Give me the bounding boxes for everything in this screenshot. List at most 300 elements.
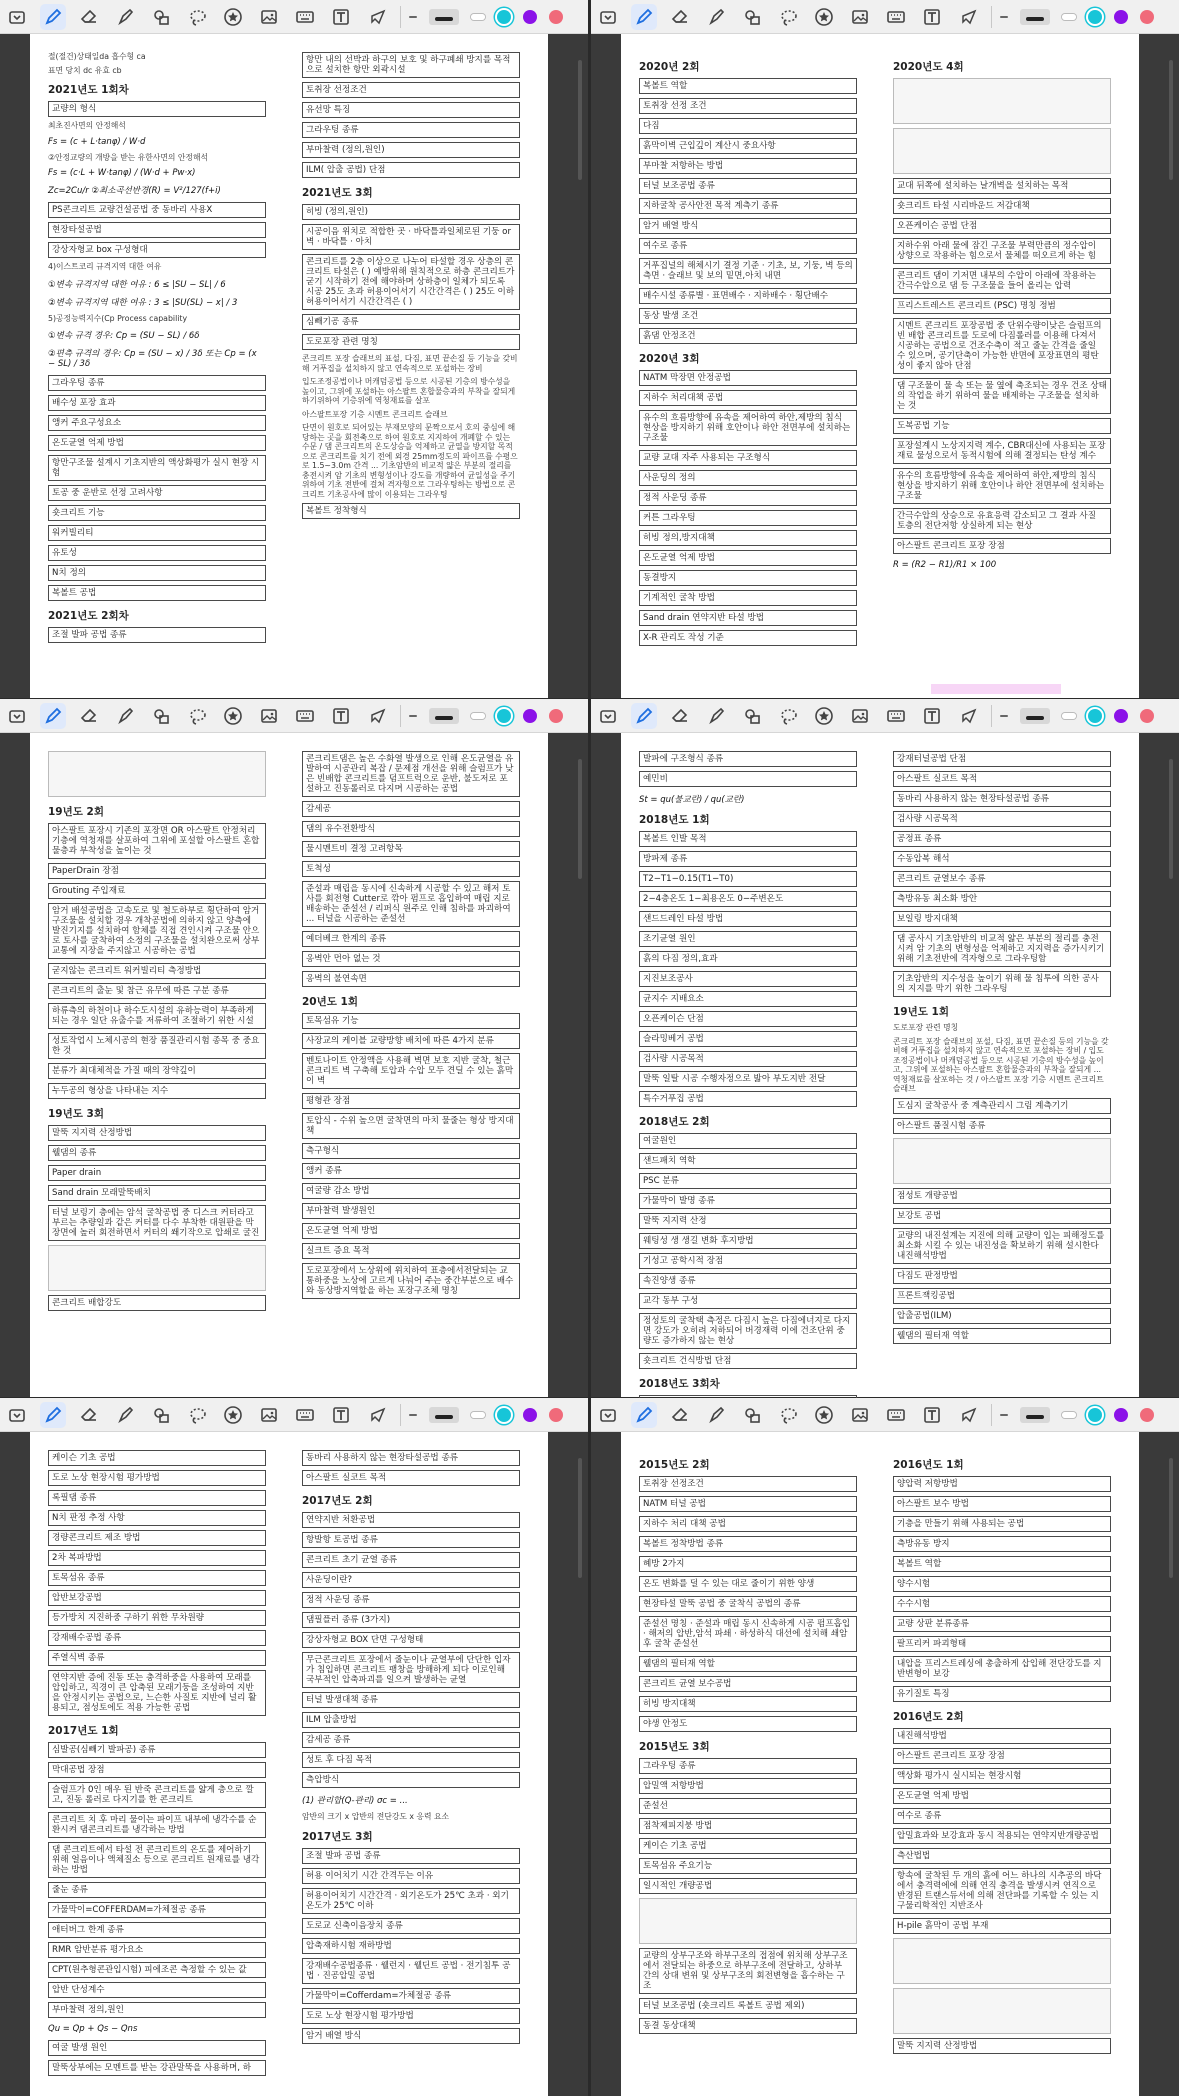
star-icon[interactable] (811, 1402, 837, 1428)
question-box: 말뚝상부에는 모멘트를 받는 강관말뚝을 사용하며, 하 (48, 2060, 266, 2076)
question-box: 배수시설 종류별 · 표면배수 · 지하배수 · 횡단배수 (639, 288, 857, 304)
star-icon[interactable] (811, 703, 837, 729)
question-box: 사운딩이란? (302, 1572, 520, 1588)
question-box: 압반 단성계수 (48, 1982, 266, 1998)
question-box: 교각 동부 구성 (639, 1293, 857, 1309)
eraser-icon[interactable] (667, 1402, 693, 1428)
question-box: 암거 배열 방식 (302, 2028, 520, 2044)
highlighter-icon[interactable] (703, 703, 729, 729)
pointer-icon[interactable] (955, 1402, 981, 1428)
question-box: 여수로 종류 (893, 1808, 1111, 1824)
thick-line-option[interactable] (1062, 1412, 1076, 1418)
toolbar-divider (400, 6, 401, 28)
question-box: 측산법법 (893, 1848, 1111, 1864)
highlighter-icon[interactable] (703, 1402, 729, 1428)
section-heading: 20년도 1회 (302, 996, 359, 1008)
question-box: 양압력 저항방법 (893, 1476, 1111, 1492)
question-box: ILM( 압출 공법) 단점 (302, 162, 520, 178)
cyan-color-swatch[interactable] (1088, 1408, 1102, 1422)
question-box: 지하수위 아래 물에 잠긴 구조물 부력만큼의 정수압이 상향으로 작용하는 힘으로서 물체를 떠오르게 하는 힘 (893, 238, 1111, 264)
question-box: 측방유동 최소화 방안 (893, 891, 1111, 907)
note-text: 표면 당치 dc 유효 cb (48, 65, 122, 75)
question-box: 정성토의 굴착택 측정은 다짐시 높은 다짐에너지로 다지면 강도가 오히려 저하되어 버경재력 이에 건조단위 중량도 증가하지 않는 현상 (639, 1313, 857, 1349)
pointer-icon[interactable] (955, 703, 981, 729)
scrollbar[interactable] (1169, 60, 1173, 180)
question-box: 준설과 매립을 동시에 신속하게 시공할 수 있고 해저 토사를 회전형 Cutter로 깎아 펌프로 흡입하여 매립 지로 배송하는 준설선 / 리퍼식 원주로 인해 침하를 파괴하여 ... 터널을 시공하는 준설선 (302, 881, 520, 927)
question-box: N치 정의 (48, 565, 266, 581)
formula-text: Zc=2Cu/r ②최소곡선반경(R) = V²/127(f+i) (48, 186, 221, 196)
figure-image (48, 1245, 266, 1291)
question-box: 다짐도 판정방법 (893, 1268, 1111, 1284)
question-box: 평형관 장점 (302, 1093, 520, 1109)
question-box: 교대 뒤쪽에 설치하는 날개벽을 설치하는 목적 (893, 178, 1111, 194)
pane-toolbar (591, 0, 1179, 34)
question-box: 터널 보링기 층에는 암석 굴착공법 중 디스크 커터라고 부르는 추량일과 같은 커터를 다수 부착한 대원판을 막장면에 높러 회전하면서 커터의 쐐기작으로 압쇄로 굴진 (48, 1205, 266, 1241)
question-box: 앵커 주요구성요소 (48, 415, 266, 431)
shapes-icon[interactable] (148, 703, 174, 729)
question-box: 히빙 (정의,원인) (302, 204, 520, 220)
eraser-icon[interactable] (76, 1402, 102, 1428)
question-box: 토공 중 운반로 선정 고려사항 (48, 485, 266, 501)
figure-image (893, 1138, 1111, 1184)
question-box: 말뚝 지지력 산정 (639, 1213, 857, 1229)
pink-color-swatch[interactable] (1140, 10, 1154, 24)
section-heading: 2020년도 4회 (893, 61, 964, 73)
section-heading: 19년도 1회 (893, 1006, 950, 1018)
question-box: 지진보조공사 (639, 971, 857, 987)
formula-text: ①변속 규격지역 대한 여유 : 6 ≤ |SU − SL| / 6 (48, 279, 226, 290)
question-box: 흙댐 안정조건 (639, 328, 857, 344)
document-page[interactable] (30, 34, 548, 698)
question-box: 연약지반 처환공법 (302, 1512, 520, 1528)
question-box: 강상자형교 BOX 단면 구성형태 (302, 1632, 520, 1648)
question-box: 토목섬유 주요기능 (639, 1858, 857, 1874)
document-page[interactable] (621, 733, 1139, 1397)
eraser-icon[interactable] (76, 703, 102, 729)
question-box: 항발항 토공법 종류 (302, 1532, 520, 1548)
question-box: 프리스트레스트 콘크리트 (PSC) 명칭 정범 (893, 298, 1111, 314)
section-heading: 2015년도 3회 (639, 1741, 710, 1753)
section-heading: 2020년 3회 (639, 353, 700, 365)
question-box: 누두공의 형상을 나타내는 지수 (48, 1083, 266, 1099)
question-box: 아스팔트 품질시험 종류 (893, 1118, 1111, 1134)
shapes-icon[interactable] (739, 1402, 765, 1428)
question-box: 토목섬유 기능 (302, 1013, 520, 1029)
document-page[interactable] (621, 1432, 1139, 2096)
lasso-icon[interactable] (184, 703, 210, 729)
section-heading: 2018년도 2회 (639, 1116, 710, 1128)
keyboard-icon[interactable] (292, 1402, 318, 1428)
purple-color-swatch[interactable] (523, 709, 537, 723)
formula-text: ①변속 규격 경우: Cp = (SU − SL) / 6δ (48, 331, 200, 341)
eraser-icon[interactable] (667, 4, 693, 30)
thick-line-option[interactable] (1062, 713, 1076, 719)
keyboard-icon[interactable] (292, 703, 318, 729)
thin-line-option[interactable] (1000, 715, 1008, 717)
question-box: 토취장 선정 조건 (639, 98, 857, 114)
keyboard-icon[interactable] (883, 4, 909, 30)
image-icon[interactable] (847, 4, 873, 30)
note-text: 콘크리트 포장 슬래브의 표설, 다짐, 표면 끝손질 등 기능을 갖비해 거푸집을 설치하지 않고 연속적으로 포설하는 장비 (302, 354, 518, 373)
question-box: 간극수압의 상승으로 유효응력 감소되고 그 결과 사질 토층의 전단저항 상실하게 되는 현상 (893, 508, 1111, 534)
question-box: 성토 후 다짐 목적 (302, 1752, 520, 1768)
pointer-icon[interactable] (364, 4, 390, 30)
highlighter-icon[interactable] (112, 703, 138, 729)
question-box: 터널 보조공법 종류 (639, 178, 857, 194)
question-box: 케이슨 기초 공법 (48, 1450, 266, 1466)
thin-line-option[interactable] (409, 16, 417, 18)
purple-color-swatch[interactable] (523, 10, 537, 24)
question-box: 부마찰력 정의,원인 (48, 2002, 266, 2018)
question-box: 주열식벽 종류 (48, 1650, 266, 1666)
thick-line-option[interactable] (471, 14, 485, 20)
image-icon[interactable] (847, 703, 873, 729)
question-box: 도로포장 관련 명칭 (302, 334, 520, 350)
lasso-icon[interactable] (184, 1402, 210, 1428)
tool-select-icon[interactable] (595, 4, 621, 30)
question-box: 슬럼프가 0인 매우 된 반죽 콘크리트를 얇게 층으로 깔고, 진동 롤러로 다지기를 한 콘크리트 (48, 1782, 266, 1808)
question-box: 댐필플러 종류 (3가지) (302, 1612, 520, 1628)
lasso-icon[interactable] (775, 4, 801, 30)
question-box: 조절 발파 공법 종류 (302, 1848, 520, 1864)
question-box: 동바리 사용하지 않는 현장타설공법 종류 (302, 1450, 520, 1466)
section-heading: 2021년도 1회차 (48, 84, 129, 96)
eraser-icon[interactable] (667, 703, 693, 729)
star-icon[interactable] (220, 1402, 246, 1428)
question-box: 숏크리트 타설 시리바운드 저감대책 (893, 198, 1111, 214)
note-text: 5)공정능력지수(Cp Process capability (48, 313, 188, 323)
question-box: 케이슨 기초 공법 (639, 1838, 857, 1854)
question-box: 강상자형교 box 구성형대 (48, 242, 266, 258)
cyan-color-swatch[interactable] (1088, 10, 1102, 24)
question-box: 콘크리트 균열 보수공법 (639, 1676, 857, 1692)
question-box: 오픈케이슨 공법 단점 (893, 218, 1111, 234)
question-box: 배수성 포장 효과 (48, 395, 266, 411)
scrollbar[interactable] (1169, 759, 1173, 879)
pen-icon[interactable] (40, 1402, 66, 1428)
thick-line-option[interactable] (471, 713, 485, 719)
question-box: 흙의 다짐 정의,효과 (639, 951, 857, 967)
question-box: 여수로 종류 (639, 238, 857, 254)
question-box: 옹벽의 불연속면 (302, 971, 520, 987)
question-box: 애터버그 한계 종류 (48, 1922, 266, 1938)
medium-line-option[interactable] (1020, 9, 1050, 25)
note-column-right (302, 1450, 520, 2048)
thin-line-option[interactable] (1000, 1414, 1008, 1416)
purple-color-swatch[interactable] (1114, 709, 1128, 723)
question-box: 강재터널공법 단점 (893, 751, 1111, 767)
note-column-left (639, 1450, 857, 2038)
image-icon[interactable] (847, 1402, 873, 1428)
tool-select-icon[interactable] (4, 4, 30, 30)
note-text: ②안정교량의 개방을 받는 유한사면의 안정해석 (48, 152, 209, 162)
text-box-icon[interactable] (919, 703, 945, 729)
question-box: 복볼트 정착형식 (302, 503, 520, 519)
question-box: 감세공 (302, 801, 520, 817)
thick-line-option[interactable] (1062, 14, 1076, 20)
question-box: 가물막이 발명 종류 (639, 1193, 857, 1209)
question-box: 그라우팅 종류 (48, 375, 266, 391)
keyboard-icon[interactable] (292, 4, 318, 30)
question-box: Sand drain 연약지반 타설 방법 (639, 610, 857, 626)
cyan-color-swatch[interactable] (497, 10, 511, 24)
formula-text: Fs = (c·L + W·tanφ) / (W·d + Pw·x) (48, 168, 196, 178)
question-box: 등가방치 지진하중 구하기 위한 무차원량 (48, 1610, 266, 1626)
shapes-icon[interactable] (148, 1402, 174, 1428)
question-box: 지하수 처리대책 공법 (639, 390, 857, 406)
question-box: 온도 변화를 덜 수 있는 대로 줄이기 위한 양생 (639, 1576, 857, 1592)
question-box: 가물막이=Cofferdam=가체절공 종류 (302, 1988, 520, 2004)
question-box: 막대공법 장점 (48, 1762, 266, 1778)
question-box: 도로 노상 현장시험 평가방법 (302, 2008, 520, 2024)
question-box: 오픈케이슨 단점 (639, 1011, 857, 1027)
pink-color-swatch[interactable] (549, 10, 563, 24)
note-column-left (48, 52, 266, 647)
question-box: 교량 상판 분류종류 (893, 1616, 1111, 1632)
thick-line-option[interactable] (471, 1412, 485, 1418)
question-box: 토압식 - 수위 높으면 굴착면의 마치 물줄는 형상 방지대책 (302, 1113, 520, 1139)
question-box: 복볼트 역할 (639, 78, 857, 94)
toolbar-divider (400, 1404, 401, 1426)
question-box: 아스팔트 실코트 목적 (302, 1470, 520, 1486)
tool-select-icon[interactable] (4, 1402, 30, 1428)
purple-color-swatch[interactable] (1114, 10, 1128, 24)
document-page[interactable] (30, 1432, 548, 2096)
section-heading: 2021년도 2회차 (48, 610, 129, 622)
scrollbar[interactable] (578, 759, 582, 879)
pen-icon[interactable] (631, 1402, 657, 1428)
note-column-left (639, 751, 857, 1415)
note-pane (591, 0, 1179, 698)
star-icon[interactable] (220, 4, 246, 30)
text-box-icon[interactable] (919, 4, 945, 30)
tool-select-icon[interactable] (595, 1402, 621, 1428)
question-box: 균지수 지배요소 (639, 991, 857, 1007)
medium-line-option[interactable] (429, 708, 459, 724)
star-icon[interactable] (220, 703, 246, 729)
pane-toolbar (591, 1398, 1179, 1432)
question-box: 압반보강공법 (48, 1590, 266, 1606)
thin-line-option[interactable] (409, 1414, 417, 1416)
question-box: 예민비 (639, 771, 857, 787)
medium-line-option[interactable] (1020, 1407, 1050, 1423)
question-box: 발파에 구조형식 종류 (639, 751, 857, 767)
pane-toolbar (0, 0, 588, 34)
question-box: 방파제 종류 (639, 851, 857, 867)
document-page[interactable] (30, 733, 548, 1397)
question-box: 히빙 정의,방지대책 (639, 530, 857, 546)
formula-text: ②변속 규격지역 대한 여유 : 3 ≤ |SU(SL) − x| / 3 (48, 297, 238, 308)
question-box: 수수시험 (893, 1596, 1111, 1612)
question-box: ILM 압출방법 (302, 1712, 520, 1728)
question-box: 강재배수공법 종류 (48, 1630, 266, 1646)
star-icon[interactable] (811, 4, 837, 30)
question-box: 압축재하시험 재하방법 (302, 1938, 520, 1954)
eraser-icon[interactable] (76, 4, 102, 30)
question-box: 여굴 발생 원인 (48, 2040, 266, 2056)
question-box: RMR 암반분류 평가요소 (48, 1942, 266, 1958)
question-box: 시공이음 위치로 적합한 곳 · 바닥틀과일체로된 기둥 or 벽 · 바닥틀 · 아치 (302, 224, 520, 250)
question-box: 온도균열 억제 방법 (48, 435, 266, 451)
note-column-left (639, 52, 857, 650)
question-box: 아스팔트 콘크리트 포장 장점 (893, 538, 1111, 554)
question-box: 공정표 종류 (893, 831, 1111, 847)
question-box: 복볼트 공법 (48, 585, 266, 601)
highlighter-icon[interactable] (112, 4, 138, 30)
question-box: 히빙 방지대책 (639, 1696, 857, 1712)
question-box: 동결 동상대책 (639, 2018, 857, 2034)
question-box: 허용이어치기 시간간격 · 외기온도가 25℃ 초과 · 외기온도가 25℃ 이하 (302, 1888, 520, 1914)
shapes-icon[interactable] (739, 4, 765, 30)
question-box: 숏크리트 건식방법 단점 (639, 1353, 857, 1369)
question-box: 2차 복파방법 (48, 1550, 266, 1566)
question-box: 그라우팅 종류 (302, 122, 520, 138)
question-box: 앵커 종류 (302, 1163, 520, 1179)
question-box: 줄눈 종류 (48, 1882, 266, 1898)
lasso-icon[interactable] (184, 4, 210, 30)
note-text: 도로포장 관련 명칭 (893, 1023, 959, 1032)
question-box: 사운딩의 정의 (639, 470, 857, 486)
question-box: 댐 콘크리트에서 타설 전 콘크리트의 온도를 제어하기 위해 얼음이나 액체질소 등으로 콘크리트 원재료를 냉각하는 방법 (48, 1842, 266, 1878)
image-icon[interactable] (256, 4, 282, 30)
note-column-right (893, 1450, 1111, 2058)
keyboard-icon[interactable] (883, 1402, 909, 1428)
document-page[interactable] (621, 34, 1139, 698)
medium-line-option[interactable] (429, 9, 459, 25)
note-pane (0, 1398, 588, 2096)
scrollbar[interactable] (578, 1458, 582, 1578)
purple-color-swatch[interactable] (1114, 1408, 1128, 1422)
purple-color-swatch[interactable] (523, 1408, 537, 1422)
scrollbar[interactable] (578, 60, 582, 180)
pink-color-swatch[interactable] (1140, 709, 1154, 723)
question-box: 워커빌리티 (48, 525, 266, 541)
question-box: 터널 보조공법 (숏크리트 록볼트 공법 제외) (639, 1998, 857, 2014)
highlighter-icon[interactable] (703, 4, 729, 30)
question-box: 무근콘크리트 포장에서 줄눈이나 균열부에 단단한 입자가 침입하면 콘크리트 팽창을 방해하게 되다 이로인해 국부적인 압축파괴를 일으켜 발생하는 균열 (302, 1652, 520, 1688)
question-box: PSC 분류 (639, 1173, 857, 1189)
note-text: 아스팔트포장 기층 시멘트 콘크리트 슬래브 (302, 409, 448, 419)
medium-line-option[interactable] (1020, 708, 1050, 724)
question-box: 부마찰 저항하는 방법 (639, 158, 857, 174)
question-box: 측구형식 (302, 1143, 520, 1159)
question-box: 감세공 종류 (302, 1732, 520, 1748)
text-box-icon[interactable] (328, 1402, 354, 1428)
question-box: Grouting 주입재료 (48, 883, 266, 899)
thin-line-option[interactable] (409, 715, 417, 717)
question-box: 사장교의 케이블 교량방향 배치에 따른 4가지 분류 (302, 1033, 520, 1049)
pen-icon[interactable] (631, 4, 657, 30)
question-box: 유기질토 특징 (893, 1686, 1111, 1702)
question-box: 측방유동 방지 (893, 1536, 1111, 1552)
question-box: 슬라밍베거 공법 (639, 1031, 857, 1047)
pointer-icon[interactable] (364, 703, 390, 729)
pink-color-swatch[interactable] (549, 1408, 563, 1422)
question-box: 부마찰력 (정의,원인) (302, 142, 520, 158)
question-box: 액상화 평가시 실시되는 현장시험 (893, 1768, 1111, 1784)
note-text: 콘크리트 포장 슬래브의 포설, 다짐, 표면 끝손질 등의 기능을 갖비해 거푸집을 설치하지 않고 연속적으로 포설하는 장비 / 입도조정공법이나 머캐덤공법 등으로 시공된 기층의 방수성을 높이고, 그위에 포설하는 아스팔트 혼합물층과의 부착을 잘되게 ... 역청재료를 살포하는 것 / 아스팔트 포장 기층 시멘트 콘크리트 슬래브 (893, 1036, 1109, 1093)
section-heading: 2017년도 1회 (48, 1725, 119, 1737)
cyan-color-swatch[interactable] (497, 1408, 511, 1422)
pen-icon[interactable] (40, 703, 66, 729)
question-box: 유토성 (48, 545, 266, 561)
question-box: 웨팅성 생 생길 변화 후지방법 (639, 1233, 857, 1249)
question-box: 일시적인 개량공법 (639, 1878, 857, 1894)
shapes-icon[interactable] (148, 4, 174, 30)
text-box-icon[interactable] (328, 703, 354, 729)
question-box: 심빼기공 종류 (302, 314, 520, 330)
section-heading: 2020년 2회 (639, 61, 700, 73)
question-box: 하류측의 하천이나 하수도시설의 유하능력이 부족하게 되는 경우 일단 유출수를 저류하여 조절하기 위한 시설 (48, 1003, 266, 1029)
question-box: 프론트잭킹공법 (893, 1288, 1111, 1304)
pointer-icon[interactable] (364, 1402, 390, 1428)
question-box: 점성토 개량공법 (893, 1188, 1111, 1204)
question-box: N치 판정 추정 사항 (48, 1510, 266, 1526)
pink-color-swatch[interactable] (1140, 1408, 1154, 1422)
question-box: 복볼트 역할 (893, 1556, 1111, 1572)
image-icon[interactable] (256, 703, 282, 729)
question-box: X-R 관리도 작성 기준 (639, 630, 857, 646)
question-box: 웰댐의 종류 (48, 1145, 266, 1161)
question-box: 항만 내의 선박과 하구의 보호 및 하구폐쇄 방지를 목적으로 설치한 항만 외곽시설 (302, 52, 520, 78)
question-box: 복볼트 정착방법 종류 (639, 1536, 857, 1552)
question-box: 동결방지 (639, 570, 857, 586)
cyan-color-swatch[interactable] (497, 709, 511, 723)
figure-image (48, 751, 266, 797)
thin-line-option[interactable] (1000, 16, 1008, 18)
question-box: 콘크리트의 출눈 및 참근 유무에 따른 구분 종류 (48, 983, 266, 999)
medium-line-option[interactable] (429, 1407, 459, 1423)
pen-icon[interactable] (631, 703, 657, 729)
text-box-icon[interactable] (328, 4, 354, 30)
question-box: 다짐 (639, 118, 857, 134)
question-box: 교량의 형식 (48, 101, 266, 117)
toolbar-divider (400, 705, 401, 727)
question-box: 측압방식 (302, 1772, 520, 1788)
pink-color-swatch[interactable] (549, 709, 563, 723)
note-column-right (893, 52, 1111, 576)
section-heading: 2018년도 3회차 (639, 1378, 720, 1390)
note-column-right (302, 52, 520, 523)
formula-text: Fs = (c + L·tanφ) / W·d (48, 136, 146, 147)
question-box: 온도균열 억제 방법 (893, 1788, 1111, 1804)
toolbar-divider (991, 705, 992, 727)
question-box: 팔프리커 파괴형태 (893, 1636, 1111, 1652)
image-icon[interactable] (256, 1402, 282, 1428)
scrollbar[interactable] (1169, 1458, 1173, 1578)
text-box-icon[interactable] (919, 1402, 945, 1428)
note-column-left (48, 1450, 266, 2080)
keyboard-icon[interactable] (883, 703, 909, 729)
tool-select-icon[interactable] (4, 703, 30, 729)
highlighter-icon[interactable] (112, 1402, 138, 1428)
pane-toolbar (591, 699, 1179, 733)
question-box: 지하수 처리 대책 공법 (639, 1516, 857, 1532)
lasso-icon[interactable] (775, 1402, 801, 1428)
question-box: 여굴량 감소 방법 (302, 1183, 520, 1199)
shapes-icon[interactable] (739, 703, 765, 729)
question-box: 물시멘트비 결정 고려항목 (302, 841, 520, 857)
cyan-color-swatch[interactable] (1088, 709, 1102, 723)
lasso-icon[interactable] (775, 703, 801, 729)
question-box: 암거 배설공법을 고속도로 및 철도하부로 횡단하여 암거구조물을 설치할 경우 개착공법에 의하지 않고 양측에 발진기지를 설치하여 함체를 직접 견인시켜 구조물 안으로 토사를 굴착하여 소정의 구조물을 설치완으로써 상부교통에 지장을 주지않고 시공하는 공법 (48, 903, 266, 959)
tool-select-icon[interactable] (595, 703, 621, 729)
formula-text: ②편측 규격의 경우: Cp = (SU − x) / 3δ 또는 Cp = (x − SL) / 3δ (48, 349, 257, 369)
pointer-icon[interactable] (955, 4, 981, 30)
question-box: 기초암반의 지수성을 높이기 위해 물 침투에 의한 공사의 지지를 막기 위한 그라우팅 (893, 971, 1111, 997)
pen-icon[interactable] (40, 4, 66, 30)
question-box: 항만구조물 설계시 기초지반의 액상화평가 실시 현장 시험 (48, 455, 266, 481)
